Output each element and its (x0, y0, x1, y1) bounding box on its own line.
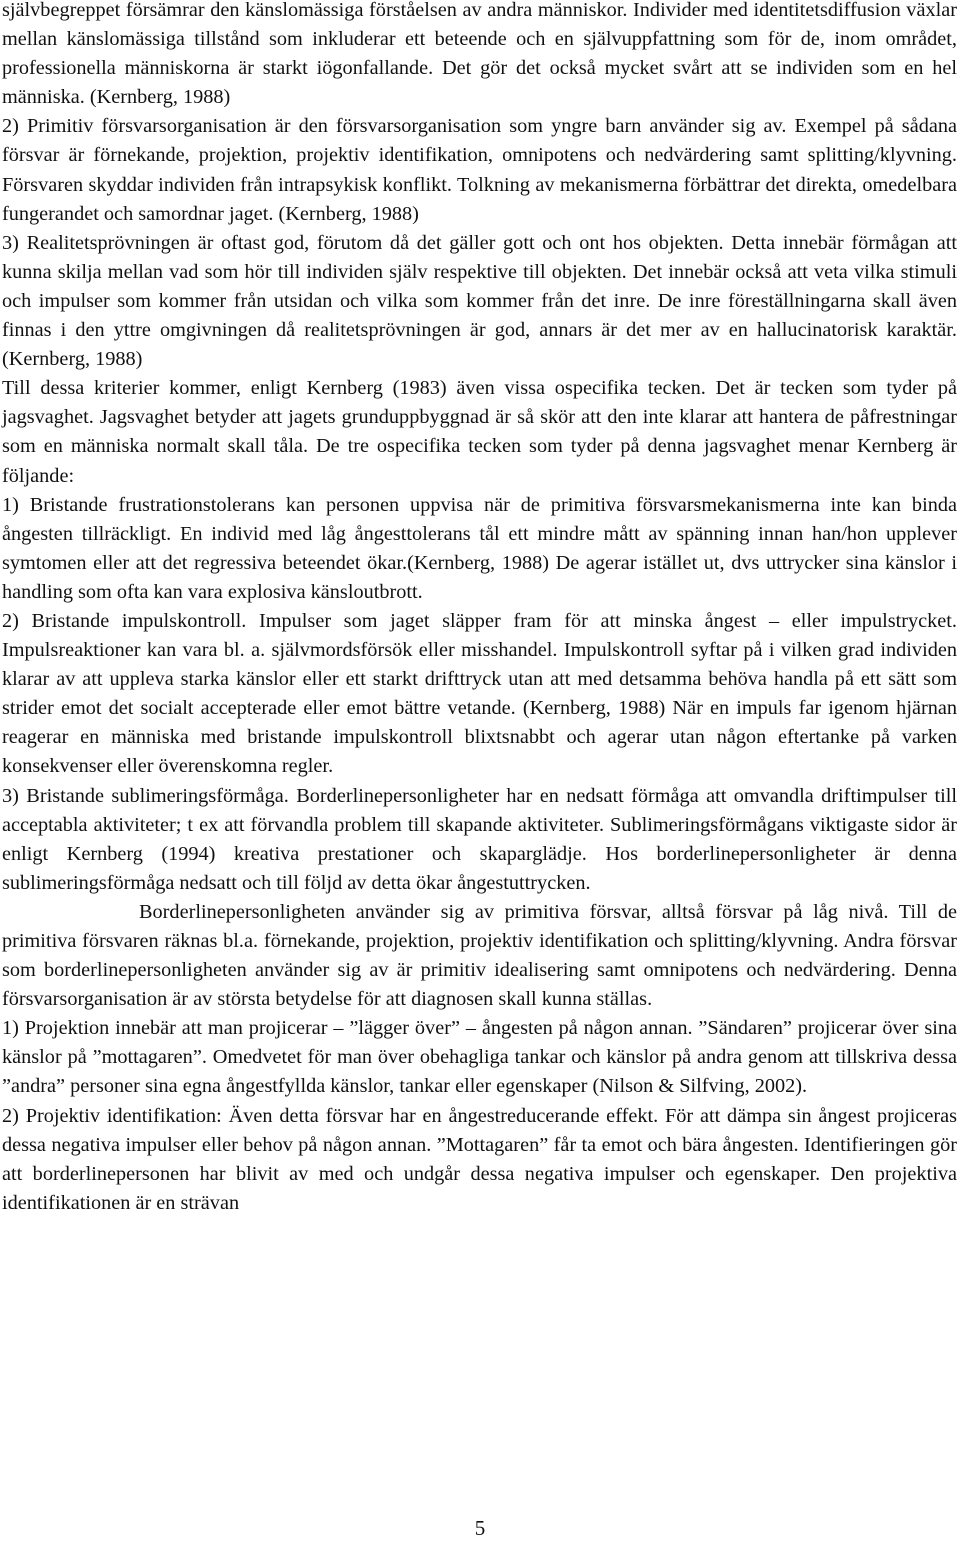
page-number: 5 (474, 1516, 486, 1540)
paragraph-projection: 1) Projektion innebär att man projicerar – ”lägger över” – ångesten på någon annan. ”Sändaren” projicerar över sina känslor på ”mottagaren”. Omedvetet för man över obehagliga tankar och känslor på andra genom att tillskriva dessa ”andra” personer sina egna ångestfyllda känslor, tankar eller egenskaper (Nilson & Silfving, 2002). (2, 1017, 957, 1098)
paragraph-frustration-tolerance: 1) Bristande frustrationstolerans kan personen uppvisa när de primitiva försvarsmekanismerna inte kan binda ångesten tillräckligt. En individ med låg ångesttolerans tål ett mindre mått av spänning innan han/hon upplever symtomen eller att det regressiva beteendet ökar.(Kernberg, 1988) De agerar istället ut, dvs uttrycker sina känslor i handling som ofta kan vara explosiva känsloutbrott. (2, 493, 957, 603)
paragraph-borderline-defenses: Borderlinepersonligheten använder sig av primitiva försvar, alltså försvar på låg nivå. Till de primitiva försvaren räknas bl.a. förnekande, projektion, projektiv identifikation och splitting/klyvning. Andra försvar som borderlinepersonligheten använder sig av är primitiv idealisering samt omnipotens och nedvärdering. Denna försvarsorganisation är av största betydelse för att diagnosen skall kunna ställas. (2, 900, 957, 1011)
paragraph-impulse-control: 2) Bristande impulskontroll. Impulser som jaget släpper fram för att minska ångest – eller impulstrycket. Impulsreaktioner kan vara bl. a. självmordsförsök eller misshandel. Impulskontroll syftar på i vilken grad individen klarar av att uppleva starka känslor eller ett starkt drifttryck utan att med detsamma behöva handla på ett sätt som strider emot det socialt accepterade eller emot bättre vetande. (Kernberg, 1988) När en impuls far igenom hjärnan reagerar en människa med bristande impulskontroll blixtsnabbt och agerar utan någon eftertanke på varken konsekvenser eller överenskomna regler. (2, 609, 957, 778)
paragraph-unspecific-signs: Till dessa kriterier kommer, enligt Kernberg (1983) även vissa ospecifika tecken. Det är tecken som tyder på jagsvaghet. Jagsvaghet betyder att jagets grunduppbyggnad är så skör att den inte klarar att hantera de påfrestningar som en människa normalt skall tåla. De tre ospecifika tecken som tyder på denna jagsvaghet menar Kernberg är följande: (2, 377, 957, 487)
paragraph-primitive-defense: 2) Primitiv försvarsorganisation är den försvarsorganisation som yngre barn använder sig av. Exempel på sådana försvar är förnekande, projektion, projektiv identifikation, omnipotens och nedvärdering samt splitting/klyvning. Försvaren skyddar individen från intrapsykisk konflikt. Tolkning av mekanismerna förbättrar det direkta, omedelbara fungerandet och samordnar jaget. (Kernberg, 1988) (2, 115, 957, 225)
paragraph-identity-diffusion: självbegreppet försämrar den känslomässiga förståelsen av andra människor. Individer med identitetsdiffusion växlar mellan känslomässiga tillstånd som inkluderar ett beteende och en självuppfattning som för de, inom området, professionella människorna är starkt iögonfallande. Det gör det också mycket svårt att se individen som en hel människa. (Kernberg, 1988) (2, 0, 957, 109)
paragraph-projective-identification: 2) Projektiv identifikation: Även detta försvar har en ångestreducerande effekt. För att dämpa sin ångest projiceras dessa negativa impulser eller behov på någon annan. ”Mottagaren” får ta emot och bära ångesten. Identifieringen gör att borderlinepersonen har blivit av med och undgår dessa negativa impulser och egenskaper. Den projektiva identifikationen är en strävan (2, 1104, 957, 1214)
paragraph-reality-testing: 3) Realitetsprövningen är oftast god, förutom då det gäller gott och ont hos objekten. Detta innebär förmågan att kunna skilja mellan vad som hör till individen själv respektive till objekten. Det innebär också att veta vilka stimuli och impulser som kommer från utsidan och vilka som kommer från det inre. De inre föreställningarna skall även finnas i den yttre omgivningen då realitetsprövningen är god, annars är det mer av en hallucinatorisk karaktär. (Kernberg, 1988) (2, 231, 957, 371)
body-text (2, 0, 957, 1218)
paragraph-sublimation: 3) Bristande sublimeringsförmåga. Borderlinepersonligheter har en nedsatt förmåga att omvandla driftimpulser till acceptabla aktiviteter; t ex att förvandla problem till skapande aktiviteter. Sublimeringsförmågans viktigaste sidor är enligt Kernberg (1994) kreativa prestationer och skaparglädje. Hos borderlinepersonligheter är denna sublimeringsförmåga nedsatt och till följd av detta ökar ångestuttrycken. (2, 784, 957, 894)
